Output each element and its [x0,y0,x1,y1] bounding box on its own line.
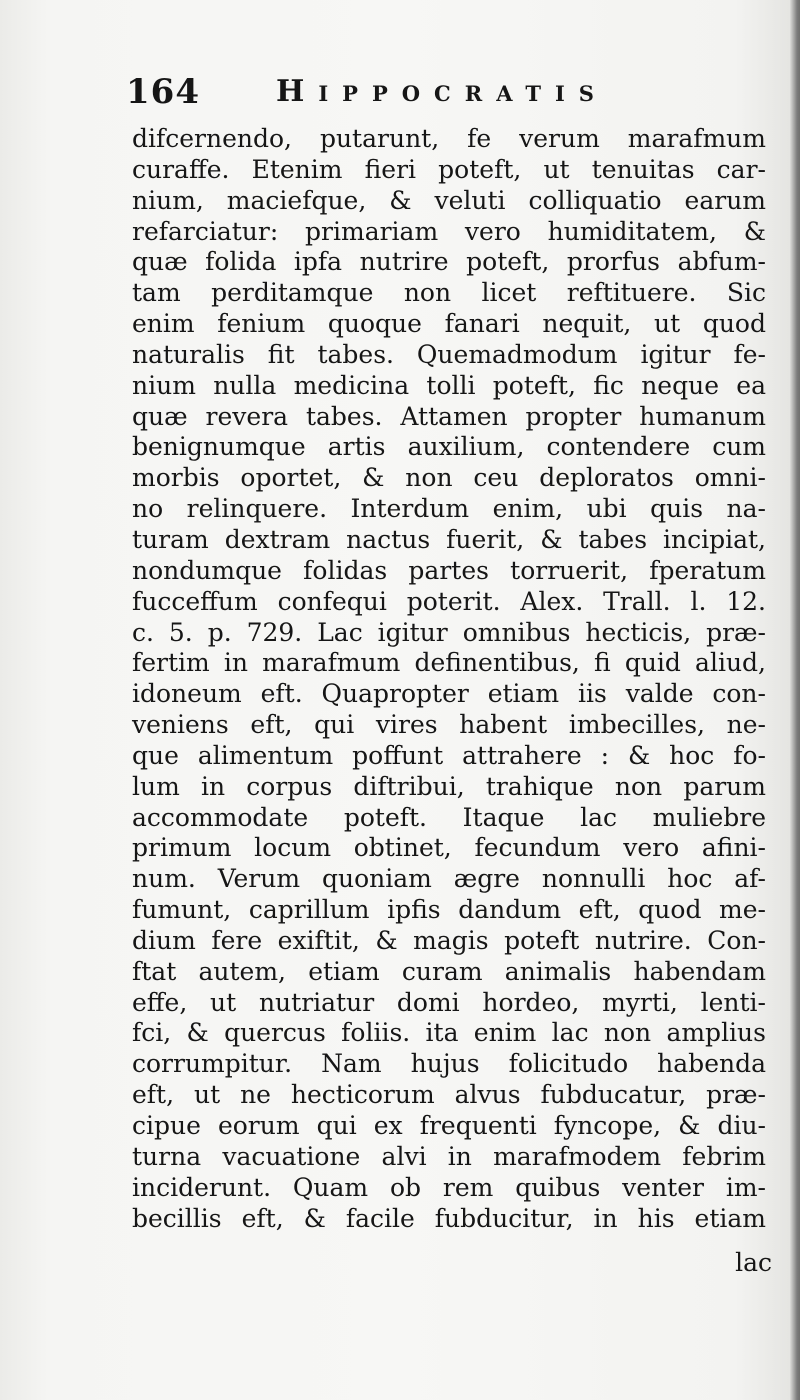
text-line: becillis eft, & facile fubducitur, in his etiam [132,1203,766,1233]
page-header [126,72,626,112]
text-line: idoneum eft. Quapropter etiam iis valde con- [132,679,766,709]
text-line: accommodate poteft. Itaque lac muliebre [132,802,766,832]
text-line: no relinquere. Interdum enim, ubi quis na- [132,494,766,524]
text-line: c. 5. p. 729. Lac igitur omnibus hecticis, præ- [132,617,766,647]
text-line: num. Verum quoniam ægre nonnulli hoc af- [132,864,766,894]
text-line: turam dextram nactus fuerit, & tabes incipiat, [132,524,766,554]
text-line: veniens eft, qui vires habent imbecilles, ne- [132,710,766,740]
text-line: fertim in marafmum definentibus, fi quid aliud, [132,648,766,678]
text-line: effe, ut nutriatur domi hordeo, myrti, lenti- [132,987,766,1017]
text-line: difcernendo, putarunt, fe verum marafmum [132,124,766,153]
text-line: que alimentum poffunt attrahere : & hoc fo- [132,740,766,770]
text-line: ftat autem, etiam curam animalis habendam [132,956,766,986]
text-line: primum locum obtinet, fecundum vero afini- [132,833,766,863]
text-line: corrumpitur. Nam hujus folicitudo habenda [132,1049,766,1079]
text-line: eft, ut ne hecticorum alvus fubducatur, præ- [132,1080,766,1110]
text-line: refarciatur: primariam vero humiditatem, & [132,216,766,246]
text-line: curaffe. Etenim fieri poteft, ut tenuitas car- [132,154,766,184]
text-line: dium fere exiftit, & magis poteft nutrire. Con- [132,925,766,955]
body-text [132,124,766,1234]
text-line: morbis oportet, & non ceu deploratos omni- [132,463,766,493]
text-line: naturalis fit tabes. Quemadmodum igitur fe- [132,339,766,369]
page-edge-shadow [790,0,800,1400]
text-line: fucceffum confequi poterit. Alex. Trall. l. 12. [132,586,766,616]
text-line: inciderunt. Quam ob rem quibus venter im- [132,1172,766,1202]
page-number: 164 [126,72,200,112]
text-line: nium, maciefque, & veluti colliquatio earum [132,185,766,215]
text-line: quæ revera tabes. Attamen propter humanum [132,401,766,431]
text-line: tam perditamque non licet reftituere. Sic [132,278,766,308]
text-line: benignumque artis auxilium, contendere cum [132,432,766,462]
text-line: lum in corpus diftribui, trahique non parum [132,771,766,801]
text-line: cipue eorum qui ex frequenti fyncope, & diu- [132,1111,766,1140]
text-line: fumunt, caprillum ipfis dandum eft, quod me- [132,895,766,925]
text-line: quæ folida ipfa nutrire poteft, prorfus abfum- [132,247,766,277]
catchword: lac [735,1248,772,1277]
text-line: nondumque folidas partes torruerit, fperatum [132,555,766,585]
text-line: enim fenium quoque fanari nequit, ut quod [132,309,766,339]
text-line: turna vacuatione alvi in marafmodem febrim [132,1141,766,1171]
text-line: fci, & quercus foliis. ita enim lac non amplius [132,1018,766,1048]
running-title: Hippocratis [276,74,608,109]
text-line: nium nulla medicina tolli poteft, fic neque ea [132,370,766,400]
